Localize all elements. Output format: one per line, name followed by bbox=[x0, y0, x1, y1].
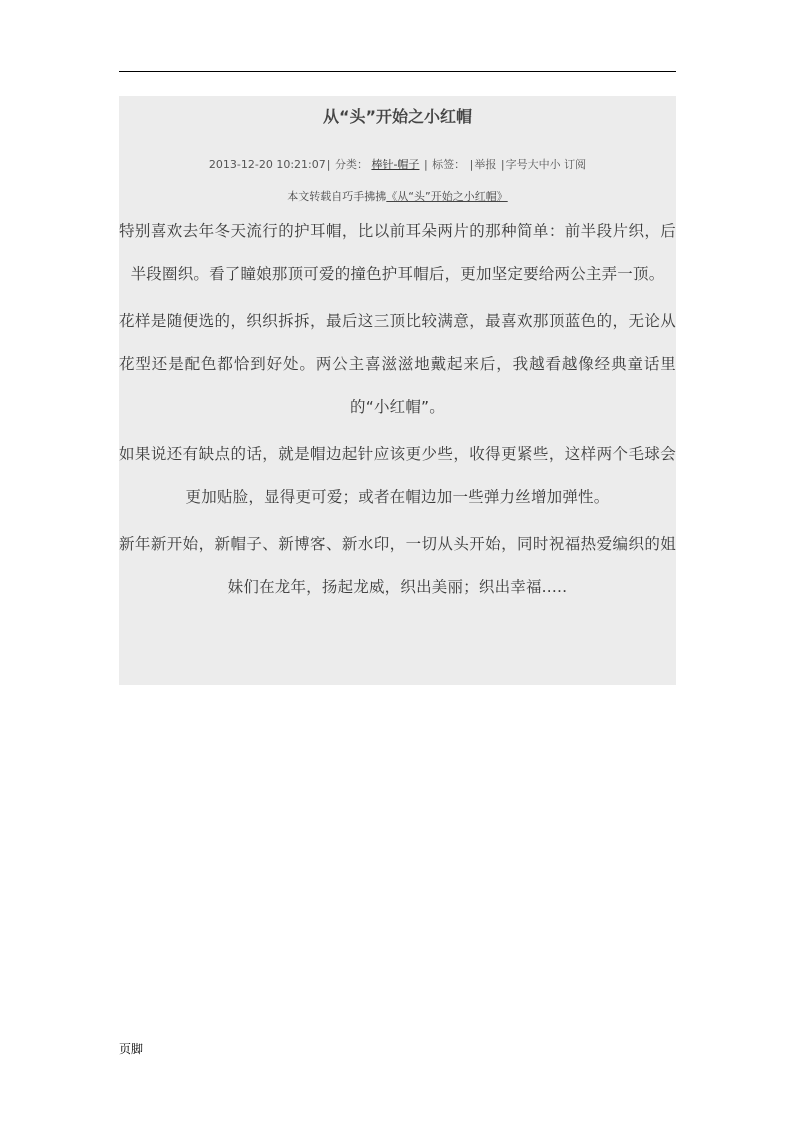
category-link[interactable]: 棒针-帽子 bbox=[371, 158, 420, 171]
tags-label: 标签： bbox=[432, 158, 466, 171]
font-large-button[interactable]: 大 bbox=[527, 158, 539, 171]
font-size-label: 字号 bbox=[505, 158, 528, 171]
paragraph: 花样是随便选的，织织拆拆，最后这三顶比较满意，最喜欢那顶蓝色的，无论从花型还是配色都恰到好处。两公主喜滋滋地戴起来后，我越看越像经典童话里的“小红帽”。 bbox=[119, 312, 676, 416]
article-title: 从“头”开始之小红帽 bbox=[322, 107, 473, 126]
paragraph: 特别喜欢去年冬天流行的护耳帽，比以前耳朵两片的那种简单：前半段片织，后半段圈织。看了瞳娘那顶可爱的撞色护耳帽后，更加坚定要给两公主弄一顶。 bbox=[119, 222, 676, 283]
report-link[interactable]: 举报 bbox=[474, 158, 497, 171]
paragraph: 新年新开始，新帽子、新博客、新水印，一切从头开始，同时祝福热爱编织的姐妹们在龙年，扬起龙威，织出美丽；织出幸福..... bbox=[119, 535, 676, 596]
repost-link[interactable]: 《从“头”开始之小红帽》 bbox=[386, 190, 508, 203]
font-medium-button[interactable]: 中 bbox=[538, 158, 550, 171]
subscribe-link[interactable]: 订阅 bbox=[564, 158, 587, 171]
article-panel bbox=[119, 96, 676, 685]
repost-line bbox=[119, 189, 676, 205]
category-label: 分类： bbox=[334, 158, 368, 171]
header-rule bbox=[119, 71, 676, 72]
font-small-button[interactable]: 小 bbox=[549, 158, 561, 171]
article-meta: 2013-12-20 10:21:07| 分类： 棒针-帽子 | 标签： |举报 |字号大中小 订阅 bbox=[208, 158, 587, 171]
article-body bbox=[119, 210, 676, 613]
page-footer: 页脚 bbox=[119, 1042, 144, 1056]
repost-prefix: 本文转载自巧手拂拂 bbox=[287, 190, 387, 203]
article-datetime: 2013-12-20 10:21:07 bbox=[208, 158, 326, 171]
paragraph: 如果说还有缺点的话，就是帽边起针应该更少些，收得更紧些，这样两个毛球会更加贴脸，显得更可爱；或者在帽边加一些弹力丝增加弹性。 bbox=[119, 445, 676, 506]
